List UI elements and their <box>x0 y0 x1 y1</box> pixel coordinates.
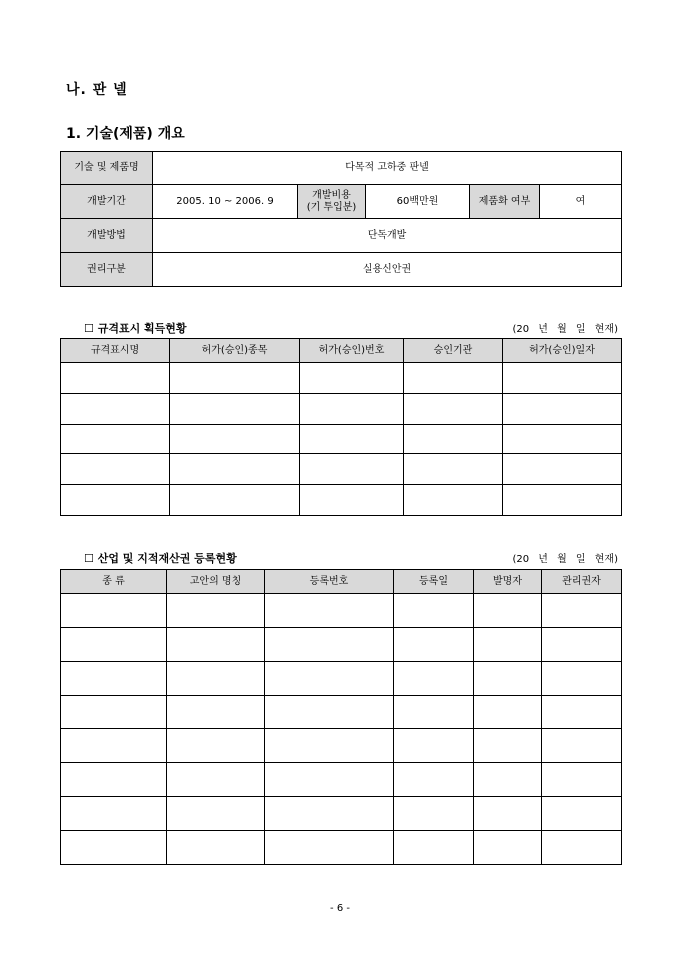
table-row <box>61 797 622 831</box>
table-cell[interactable] <box>503 363 622 394</box>
table-cell[interactable] <box>170 485 300 516</box>
table-cell[interactable] <box>503 454 622 485</box>
table-row <box>61 729 622 763</box>
table-cell[interactable] <box>265 594 394 628</box>
table-cell[interactable] <box>300 394 404 425</box>
table-cell[interactable] <box>404 425 503 454</box>
standards-table <box>60 338 622 516</box>
table-cell[interactable] <box>265 729 394 763</box>
table-row <box>61 696 622 729</box>
standards-col-date: 허가(승인)일자 <box>503 339 622 363</box>
table-cell[interactable] <box>394 696 474 729</box>
section-heading: 나. 판 넬 <box>66 82 128 98</box>
table-row <box>61 485 622 516</box>
table-row <box>61 425 622 454</box>
table-cell[interactable] <box>503 394 622 425</box>
table-row <box>61 454 622 485</box>
table-cell[interactable] <box>167 729 265 763</box>
table-cell[interactable] <box>394 729 474 763</box>
table-row <box>61 628 622 662</box>
table-cell[interactable] <box>167 797 265 831</box>
subsection-heading: 1. 기술(제품) 개요 <box>66 126 185 142</box>
table-cell[interactable] <box>394 797 474 831</box>
table-row <box>61 363 622 394</box>
table-cell[interactable] <box>474 797 542 831</box>
dev-method-label: 개발방법 <box>61 219 153 253</box>
table-cell[interactable] <box>61 729 167 763</box>
table-cell[interactable] <box>167 628 265 662</box>
tech-name-label: 기술 및 제품명 <box>61 152 153 185</box>
table-cell[interactable] <box>61 394 170 425</box>
standards-col-agency: 승인기관 <box>404 339 503 363</box>
table-cell[interactable] <box>404 394 503 425</box>
table-cell[interactable] <box>394 763 474 797</box>
table-cell[interactable] <box>474 628 542 662</box>
table-cell[interactable] <box>170 394 300 425</box>
ip-title: ☐ 산업 및 지적재산권 등록현황 <box>84 552 237 565</box>
table-row <box>61 594 622 628</box>
table-row <box>61 394 622 425</box>
table-cell[interactable] <box>404 363 503 394</box>
table-cell[interactable] <box>542 729 622 763</box>
table-cell[interactable] <box>61 594 167 628</box>
table-cell[interactable] <box>167 831 265 865</box>
table-cell[interactable] <box>170 425 300 454</box>
ip-table <box>60 569 622 865</box>
table-cell[interactable] <box>61 763 167 797</box>
table-cell[interactable] <box>474 696 542 729</box>
dev-period-label: 개발기간 <box>61 185 153 219</box>
table-cell[interactable] <box>542 797 622 831</box>
table-cell[interactable] <box>394 831 474 865</box>
table-cell[interactable] <box>474 831 542 865</box>
ip-col-reg-number: 등록번호 <box>265 570 394 594</box>
table-cell[interactable] <box>265 628 394 662</box>
table-cell[interactable] <box>404 454 503 485</box>
table-cell[interactable] <box>265 797 394 831</box>
table-cell[interactable] <box>61 662 167 696</box>
table-cell[interactable] <box>61 696 167 729</box>
standards-col-number: 허가(승인)번호 <box>300 339 404 363</box>
dev-period-value: 2005. 10 ~ 2006. 9 <box>153 185 298 219</box>
standards-col-name: 규격표시명 <box>61 339 170 363</box>
rights-label: 권리구분 <box>61 253 153 287</box>
table-cell[interactable] <box>300 485 404 516</box>
table-cell[interactable] <box>542 831 622 865</box>
standards-col-item: 허가(승인)종목 <box>170 339 300 363</box>
table-cell[interactable] <box>503 485 622 516</box>
table-cell[interactable] <box>542 763 622 797</box>
ip-col-title: 고안의 명칭 <box>167 570 265 594</box>
table-cell[interactable] <box>542 696 622 729</box>
dev-cost-label <box>298 185 366 219</box>
table-row <box>61 831 622 865</box>
table-cell[interactable] <box>474 763 542 797</box>
overview-table <box>60 151 622 287</box>
dev-method-value: 단독개발 <box>153 219 622 253</box>
table-cell[interactable] <box>61 363 170 394</box>
ip-col-owner: 관리권자 <box>542 570 622 594</box>
table-cell[interactable] <box>474 729 542 763</box>
ip-col-type: 종 류 <box>61 570 167 594</box>
table-cell[interactable] <box>61 628 167 662</box>
table-cell[interactable] <box>167 662 265 696</box>
table-cell[interactable] <box>394 662 474 696</box>
table-row <box>61 763 622 797</box>
table-cell[interactable] <box>542 628 622 662</box>
table-cell[interactable] <box>503 425 622 454</box>
table-row <box>61 662 622 696</box>
dev-cost-label-line1: 개발비용 <box>312 189 351 201</box>
table-cell[interactable] <box>542 662 622 696</box>
commercialized-value: 여 <box>540 185 622 219</box>
table-cell[interactable] <box>265 831 394 865</box>
table-cell[interactable] <box>542 594 622 628</box>
page-number: - 6 - <box>330 903 350 914</box>
standards-as-of: (20 년 월 일 현재) <box>512 324 618 335</box>
table-cell[interactable] <box>61 425 170 454</box>
table-cell[interactable] <box>170 454 300 485</box>
table-cell[interactable] <box>474 662 542 696</box>
table-cell[interactable] <box>170 363 300 394</box>
table-cell[interactable] <box>474 594 542 628</box>
table-cell[interactable] <box>394 594 474 628</box>
table-cell[interactable] <box>404 485 503 516</box>
table-cell[interactable] <box>394 628 474 662</box>
table-cell[interactable] <box>61 797 167 831</box>
table-cell[interactable] <box>61 485 170 516</box>
table-cell[interactable] <box>300 454 404 485</box>
standards-title: ☐ 규격표시 획득현황 <box>84 322 187 335</box>
table-cell[interactable] <box>265 696 394 729</box>
table-cell[interactable] <box>300 363 404 394</box>
table-cell[interactable] <box>61 831 167 865</box>
table-cell[interactable] <box>61 454 170 485</box>
table-cell[interactable] <box>265 662 394 696</box>
table-cell[interactable] <box>300 425 404 454</box>
table-cell[interactable] <box>167 594 265 628</box>
table-cell[interactable] <box>265 763 394 797</box>
ip-as-of: (20 년 월 일 현재) <box>512 554 618 565</box>
ip-col-inventor: 발명자 <box>474 570 542 594</box>
tech-name-value: 다목적 고하중 판넬 <box>153 152 622 185</box>
dev-cost-value: 60백만원 <box>366 185 470 219</box>
table-cell[interactable] <box>167 763 265 797</box>
table-cell[interactable] <box>167 696 265 729</box>
commercialized-label: 제품화 여부 <box>470 185 540 219</box>
dev-cost-label-line2: (기 투입분) <box>306 201 357 213</box>
rights-value: 실용신안권 <box>153 253 622 287</box>
ip-col-reg-date: 등록일 <box>394 570 474 594</box>
